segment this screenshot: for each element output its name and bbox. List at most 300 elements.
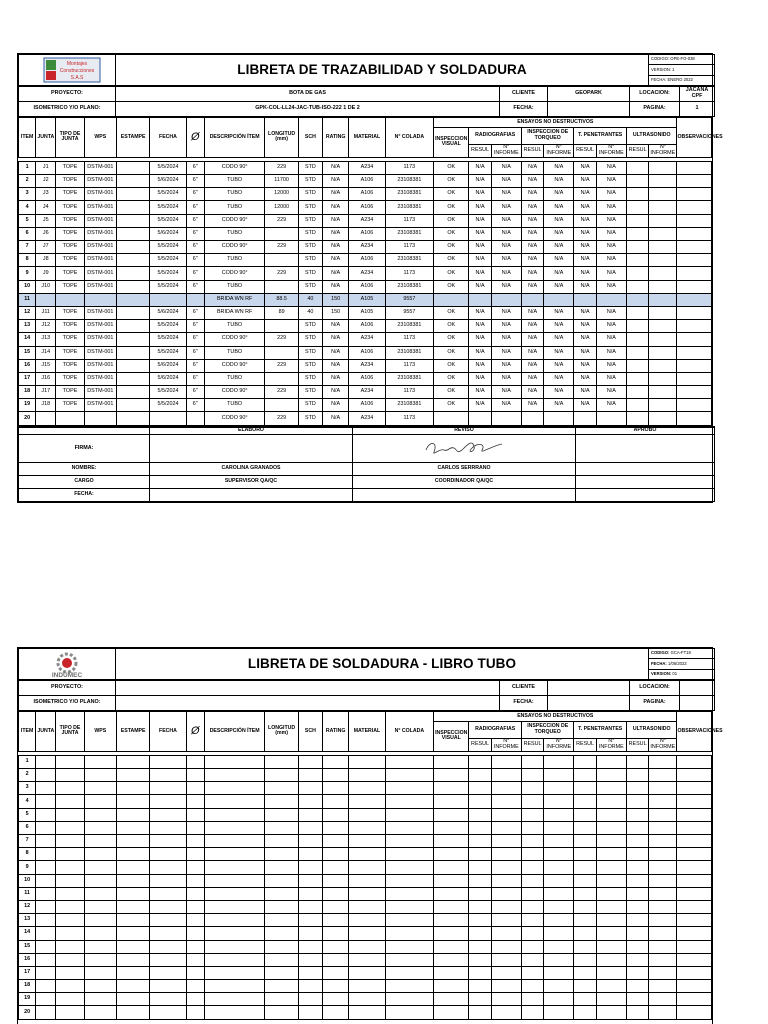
- col-torqueo-2: INSPECCION DE TORQUEO: [521, 722, 574, 739]
- table-cell: [434, 993, 469, 1006]
- table-row: [19, 835, 712, 848]
- table-cell-item: 13: [19, 914, 36, 927]
- table-cell: [649, 412, 677, 425]
- table-cell-rating: N/A: [323, 346, 349, 359]
- table-cell-desc: TUBO: [204, 201, 265, 214]
- table-cell-pn: N/A: [596, 254, 626, 267]
- table-cell-sch: STD: [298, 359, 322, 372]
- table-cell: [434, 769, 469, 782]
- table-row: [19, 201, 712, 214]
- table-cell-rating: N/A: [323, 175, 349, 188]
- table-cell: [677, 227, 712, 240]
- table-cell-sch: STD: [298, 161, 322, 174]
- table-cell: [677, 346, 712, 359]
- table-cell: [521, 821, 543, 834]
- table-cell: [323, 769, 349, 782]
- table-cell: [469, 887, 491, 900]
- table-cell: [626, 887, 648, 900]
- table-cell-rn: N/A: [491, 346, 521, 359]
- table-cell: [596, 953, 626, 966]
- table-cell-fecha: 5/6/2024: [150, 359, 186, 372]
- table-cell: [626, 372, 648, 385]
- isometrico-label: ISOMETRICO Y/O PLANO:: [19, 102, 116, 117]
- table-cell: [186, 887, 204, 900]
- table-cell-desc: CODO 90°: [204, 241, 265, 254]
- table-cell: [349, 940, 385, 953]
- col-ultrasonido: ULTRASONIDO: [626, 128, 677, 145]
- col-material-2: MATERIAL: [349, 712, 385, 752]
- table-cell-t: N/A: [521, 346, 543, 359]
- table-cell: [677, 980, 712, 993]
- table-cell: [36, 769, 56, 782]
- table-row: [19, 267, 712, 280]
- table-cell: [649, 769, 677, 782]
- table-cell: [323, 940, 349, 953]
- table-cell-junta: J3: [36, 188, 56, 201]
- table-cell: [596, 782, 626, 795]
- table-cell-item: 15: [19, 940, 36, 953]
- table-cell-sch: 40: [298, 293, 322, 306]
- table-cell: [116, 267, 149, 280]
- table-cell-item: 2: [19, 175, 36, 188]
- table-cell-tipo: TOPE: [56, 201, 84, 214]
- table-cell-mat: A105: [349, 293, 385, 306]
- table-cell: [469, 927, 491, 940]
- table-cell: [265, 848, 298, 861]
- table-cell-r: N/A: [469, 346, 491, 359]
- table-cell: [298, 821, 322, 834]
- table-cell-junta: J11: [36, 306, 56, 319]
- table-cell: [434, 808, 469, 821]
- table-cell: [36, 914, 56, 927]
- table-cell: [298, 874, 322, 887]
- table-cell: [349, 966, 385, 979]
- table-cell-tn: [544, 293, 574, 306]
- table-cell-tipo: TOPE: [56, 346, 84, 359]
- table-cell: [36, 887, 56, 900]
- table-cell-rating: N/A: [323, 386, 349, 399]
- table-cell: [434, 782, 469, 795]
- nombre-aprobo: [576, 463, 715, 476]
- table-cell-mat: A234: [349, 333, 385, 346]
- table-cell: [56, 874, 84, 887]
- table-cell: [626, 280, 648, 293]
- table-cell: [544, 821, 574, 834]
- table-cell: [116, 241, 149, 254]
- table-cell-mat: A106: [349, 399, 385, 412]
- table-cell: [677, 293, 712, 306]
- table-cell: [434, 927, 469, 940]
- table-cell-p: N/A: [574, 386, 596, 399]
- table-cell-r: N/A: [469, 267, 491, 280]
- table-cell: [649, 372, 677, 385]
- table-cell: [56, 953, 84, 966]
- indumec-logo-cell: [19, 649, 116, 680]
- table-cell: [596, 887, 626, 900]
- table-cell-item: 20: [19, 412, 36, 425]
- table-cell: [649, 227, 677, 240]
- firma-aprobo: [576, 435, 715, 463]
- table-cell: [626, 188, 648, 201]
- table-cell-diam: 6": [186, 280, 204, 293]
- sub-resul-2: RESUL: [574, 739, 596, 752]
- table-cell: [204, 874, 265, 887]
- table-cell: [574, 887, 596, 900]
- table-cell-sch: STD: [298, 267, 322, 280]
- table-cell: [56, 1006, 84, 1019]
- table-cell: [116, 254, 149, 267]
- table-cell: [186, 848, 204, 861]
- table-cell-sch: STD: [298, 214, 322, 227]
- isometrico-value: GPK-COL-LL24-JAC-TUB-ISO-222 1 DE 2: [116, 102, 500, 117]
- table-cell: [56, 755, 84, 768]
- table-cell-t: N/A: [521, 280, 543, 293]
- table-cell: [544, 835, 574, 848]
- table-cell-long: 89: [265, 306, 298, 319]
- table-cell-wps: DSTM-001: [84, 227, 116, 240]
- table-cell: [544, 914, 574, 927]
- table-cell-item: 8: [19, 254, 36, 267]
- table-cell-colada: 23108381: [385, 175, 433, 188]
- table-cell-rn: N/A: [491, 372, 521, 385]
- table-cell: [574, 755, 596, 768]
- table-cell-sch: STD: [298, 372, 322, 385]
- table-cell-long: 12000: [265, 188, 298, 201]
- firma-reviso: [353, 435, 576, 463]
- table-cell: [116, 900, 149, 913]
- table-cell-mat: A106: [349, 254, 385, 267]
- table-cell: [677, 386, 712, 399]
- table-cell: [385, 861, 433, 874]
- table-cell: [84, 953, 116, 966]
- table-cell-colada: 23108381: [385, 188, 433, 201]
- table-cell: [323, 887, 349, 900]
- table-cell: [626, 861, 648, 874]
- table-row: [19, 993, 712, 1006]
- table-cell-pn: N/A: [596, 306, 626, 319]
- table-cell-wps: DSTM-001: [84, 241, 116, 254]
- table-cell-mat: A106: [349, 372, 385, 385]
- table-row: [19, 412, 712, 425]
- sheet1-info-table: [18, 86, 715, 117]
- table-cell-ins: OK: [434, 399, 469, 412]
- table-cell: [56, 914, 84, 927]
- table-cell: [596, 1006, 626, 1019]
- table-cell-pn: [596, 293, 626, 306]
- table-cell-tn: N/A: [544, 372, 574, 385]
- table-cell: [434, 861, 469, 874]
- col-inspeccion-visual: INSPECCION VISUAL: [434, 128, 469, 158]
- table-cell-fecha: 5/5/2024: [150, 320, 186, 333]
- table-cell-ins: OK: [434, 227, 469, 240]
- table-cell-tn: N/A: [544, 241, 574, 254]
- table-cell: [521, 1006, 543, 1019]
- table-cell: [649, 333, 677, 346]
- sheet2-rows: [19, 755, 712, 1019]
- table-cell-mat: A106: [349, 201, 385, 214]
- table-cell-tipo: TOPE: [56, 161, 84, 174]
- table-cell: [521, 769, 543, 782]
- table-cell-tn: N/A: [544, 320, 574, 333]
- table-cell: [491, 900, 521, 913]
- pagina-label-2: PAGINA:: [630, 696, 680, 711]
- table-cell-diam: 6": [186, 241, 204, 254]
- table-cell-rn: [491, 293, 521, 306]
- table-cell-long: [265, 372, 298, 385]
- table-cell-r: [469, 412, 491, 425]
- table-cell-colada: 23108381: [385, 372, 433, 385]
- table-cell: [544, 808, 574, 821]
- table-cell-item: 10: [19, 280, 36, 293]
- table-cell-t: N/A: [521, 214, 543, 227]
- table-cell: [265, 835, 298, 848]
- table-cell: [186, 808, 204, 821]
- table-cell: [349, 1006, 385, 1019]
- table-row: [19, 320, 712, 333]
- table-cell: [521, 795, 543, 808]
- fecha-elaboro: [150, 489, 353, 502]
- table-cell: [323, 874, 349, 887]
- table-cell: [626, 821, 648, 834]
- table-cell: [385, 914, 433, 927]
- table-cell: [469, 874, 491, 887]
- table-cell-item: 9: [19, 861, 36, 874]
- table-cell: [574, 927, 596, 940]
- table-cell-p: N/A: [574, 188, 596, 201]
- table-cell: [677, 280, 712, 293]
- table-cell-junta: J6: [36, 227, 56, 240]
- table-cell-colada: 23108381: [385, 399, 433, 412]
- table-cell: [544, 755, 574, 768]
- table-cell: [596, 755, 626, 768]
- table-cell-pn: N/A: [596, 386, 626, 399]
- table-row: [19, 769, 712, 782]
- table-cell-wps: DSTM-001: [84, 188, 116, 201]
- col-item: ITEM: [19, 118, 36, 158]
- table-cell: [265, 795, 298, 808]
- table-cell-sch: STD: [298, 320, 322, 333]
- col-estampe: ESTAMPE: [116, 118, 149, 158]
- table-cell-sch: STD: [298, 241, 322, 254]
- table-cell-long: 229: [265, 412, 298, 425]
- table-cell-sch: STD: [298, 386, 322, 399]
- table-cell: [677, 966, 712, 979]
- table-row: [19, 980, 712, 993]
- table-cell-p: N/A: [574, 175, 596, 188]
- col-tipo-junta-2: TIPO DE JUNTA: [56, 712, 84, 752]
- table-cell-t: N/A: [521, 188, 543, 201]
- table-cell-tn: N/A: [544, 267, 574, 280]
- col-wps-2: WPS: [84, 712, 116, 752]
- table-cell: [186, 953, 204, 966]
- pagina-value: 1: [680, 102, 715, 117]
- table-cell: [469, 914, 491, 927]
- table-row: [19, 953, 712, 966]
- col-descripcion: DESCRIPCIÓN ÍTEM: [204, 118, 265, 158]
- table-cell: [434, 940, 469, 953]
- table-cell: [349, 900, 385, 913]
- table-cell: [626, 227, 648, 240]
- table-cell-wps: DSTM-001: [84, 386, 116, 399]
- table-cell-item: 13: [19, 320, 36, 333]
- table-cell-wps: DSTM-001: [84, 333, 116, 346]
- table-cell: [491, 914, 521, 927]
- col-wps: WPS: [84, 118, 116, 158]
- table-cell: [150, 808, 186, 821]
- table-cell: [574, 795, 596, 808]
- table-cell-p: N/A: [574, 320, 596, 333]
- table-cell: [204, 821, 265, 834]
- table-cell: [626, 940, 648, 953]
- table-cell-long: [265, 320, 298, 333]
- table-cell: [385, 808, 433, 821]
- table-cell: [544, 927, 574, 940]
- table-cell: [56, 808, 84, 821]
- table-cell: [626, 214, 648, 227]
- table-cell-fecha: 5/5/2024: [150, 254, 186, 267]
- table-cell-rating: N/A: [323, 267, 349, 280]
- table-cell: [116, 320, 149, 333]
- table-cell-colada: 23108381: [385, 254, 433, 267]
- col-colada: N° COLADA: [385, 118, 433, 158]
- table-cell: [204, 755, 265, 768]
- table-cell: [677, 254, 712, 267]
- table-cell-pn: N/A: [596, 267, 626, 280]
- table-cell: [649, 914, 677, 927]
- table-cell: [677, 161, 712, 174]
- table-cell: [626, 359, 648, 372]
- table-cell-ins: OK: [434, 320, 469, 333]
- table-cell-fecha: 5/5/2024: [150, 214, 186, 227]
- table-cell: [349, 887, 385, 900]
- fecha-firma-label: FECHA:: [19, 489, 150, 502]
- table-cell-pn: N/A: [596, 359, 626, 372]
- table-cell: [626, 900, 648, 913]
- table-cell: [469, 808, 491, 821]
- table-cell: [596, 848, 626, 861]
- table-cell: [626, 835, 648, 848]
- sub-resul: RESUL: [626, 145, 648, 158]
- col-ensayos: ENSAYOS NO DESTRUCTIVOS: [434, 118, 677, 128]
- table-cell-tn: N/A: [544, 386, 574, 399]
- table-row: [19, 887, 712, 900]
- table-cell-r: N/A: [469, 175, 491, 188]
- table-cell-long: 229: [265, 333, 298, 346]
- table-cell-item: 4: [19, 795, 36, 808]
- table-cell: [434, 1006, 469, 1019]
- table-cell: [186, 914, 204, 927]
- table-cell-item: 16: [19, 953, 36, 966]
- table-cell: [323, 835, 349, 848]
- table-cell: [434, 755, 469, 768]
- table-cell-junta: J4: [36, 201, 56, 214]
- table-cell: [349, 835, 385, 848]
- table-cell: [116, 927, 149, 940]
- logo-line1: Montajes: [66, 61, 88, 67]
- table-cell: [116, 966, 149, 979]
- table-cell: [649, 386, 677, 399]
- table-cell-mat: A105: [349, 306, 385, 319]
- table-cell: [298, 927, 322, 940]
- table-cell: [596, 835, 626, 848]
- table-cell: [298, 914, 322, 927]
- table-cell-mat: A234: [349, 359, 385, 372]
- table-cell: [298, 993, 322, 1006]
- sheet2-data-table: [18, 711, 723, 1020]
- table-cell-diam: 6": [186, 254, 204, 267]
- table-cell-p: N/A: [574, 280, 596, 293]
- table-cell: [626, 808, 648, 821]
- table-cell: [649, 848, 677, 861]
- sub-resul: RESUL: [521, 145, 543, 158]
- meta-fecha-label: FECHA:: [651, 660, 667, 666]
- table-cell-junta: J10: [36, 280, 56, 293]
- table-cell-item: 7: [19, 835, 36, 848]
- table-cell: [36, 861, 56, 874]
- table-cell: [544, 782, 574, 795]
- table-cell-wps: DSTM-001: [84, 399, 116, 412]
- table-cell-fecha: 5/5/2024: [150, 161, 186, 174]
- table-cell-rn: N/A: [491, 161, 521, 174]
- table-cell-t: N/A: [521, 320, 543, 333]
- table-cell: [323, 861, 349, 874]
- table-cell: [265, 1006, 298, 1019]
- sub-informe-2: N° INFORME: [491, 739, 521, 752]
- table-cell: [298, 782, 322, 795]
- table-cell-pn: N/A: [596, 280, 626, 293]
- table-cell-item: 14: [19, 333, 36, 346]
- sheet1-header-table: [18, 54, 715, 86]
- table-cell: [469, 821, 491, 834]
- libro-tubo-sheet: [17, 647, 723, 1024]
- table-cell: [469, 980, 491, 993]
- logo-line2: Construcciones: [59, 68, 95, 74]
- table-cell: [116, 861, 149, 874]
- table-row: [19, 861, 712, 874]
- table-cell: [434, 887, 469, 900]
- fecha-label-2: FECHA:: [500, 696, 548, 711]
- col-diametro-icon: Ø: [186, 118, 204, 158]
- table-cell-rating: N/A: [323, 412, 349, 425]
- table-cell-ins: [434, 293, 469, 306]
- table-cell: [84, 769, 116, 782]
- table-cell: [626, 399, 648, 412]
- table-cell-colada: 1173: [385, 386, 433, 399]
- table-cell-tipo: TOPE: [56, 188, 84, 201]
- table-cell: [521, 953, 543, 966]
- table-cell: [56, 927, 84, 940]
- table-cell: [649, 214, 677, 227]
- table-cell: [116, 306, 149, 319]
- table-cell: [186, 927, 204, 940]
- table-cell: [521, 940, 543, 953]
- table-cell: [649, 293, 677, 306]
- table-cell: [36, 848, 56, 861]
- cargo-aprobo: [576, 476, 715, 489]
- table-cell-tipo: TOPE: [56, 386, 84, 399]
- col-ultrasonido-2: ULTRASONIDO: [626, 722, 677, 739]
- fecha-reviso: [353, 489, 576, 502]
- table-cell-wps: DSTM-001: [84, 267, 116, 280]
- table-cell: [649, 966, 677, 979]
- table-cell: [298, 808, 322, 821]
- table-cell: [36, 927, 56, 940]
- table-cell: [84, 927, 116, 940]
- table-cell: [469, 782, 491, 795]
- table-cell: [626, 782, 648, 795]
- table-cell: [677, 940, 712, 953]
- meta-version: VERSION: 1: [649, 65, 715, 75]
